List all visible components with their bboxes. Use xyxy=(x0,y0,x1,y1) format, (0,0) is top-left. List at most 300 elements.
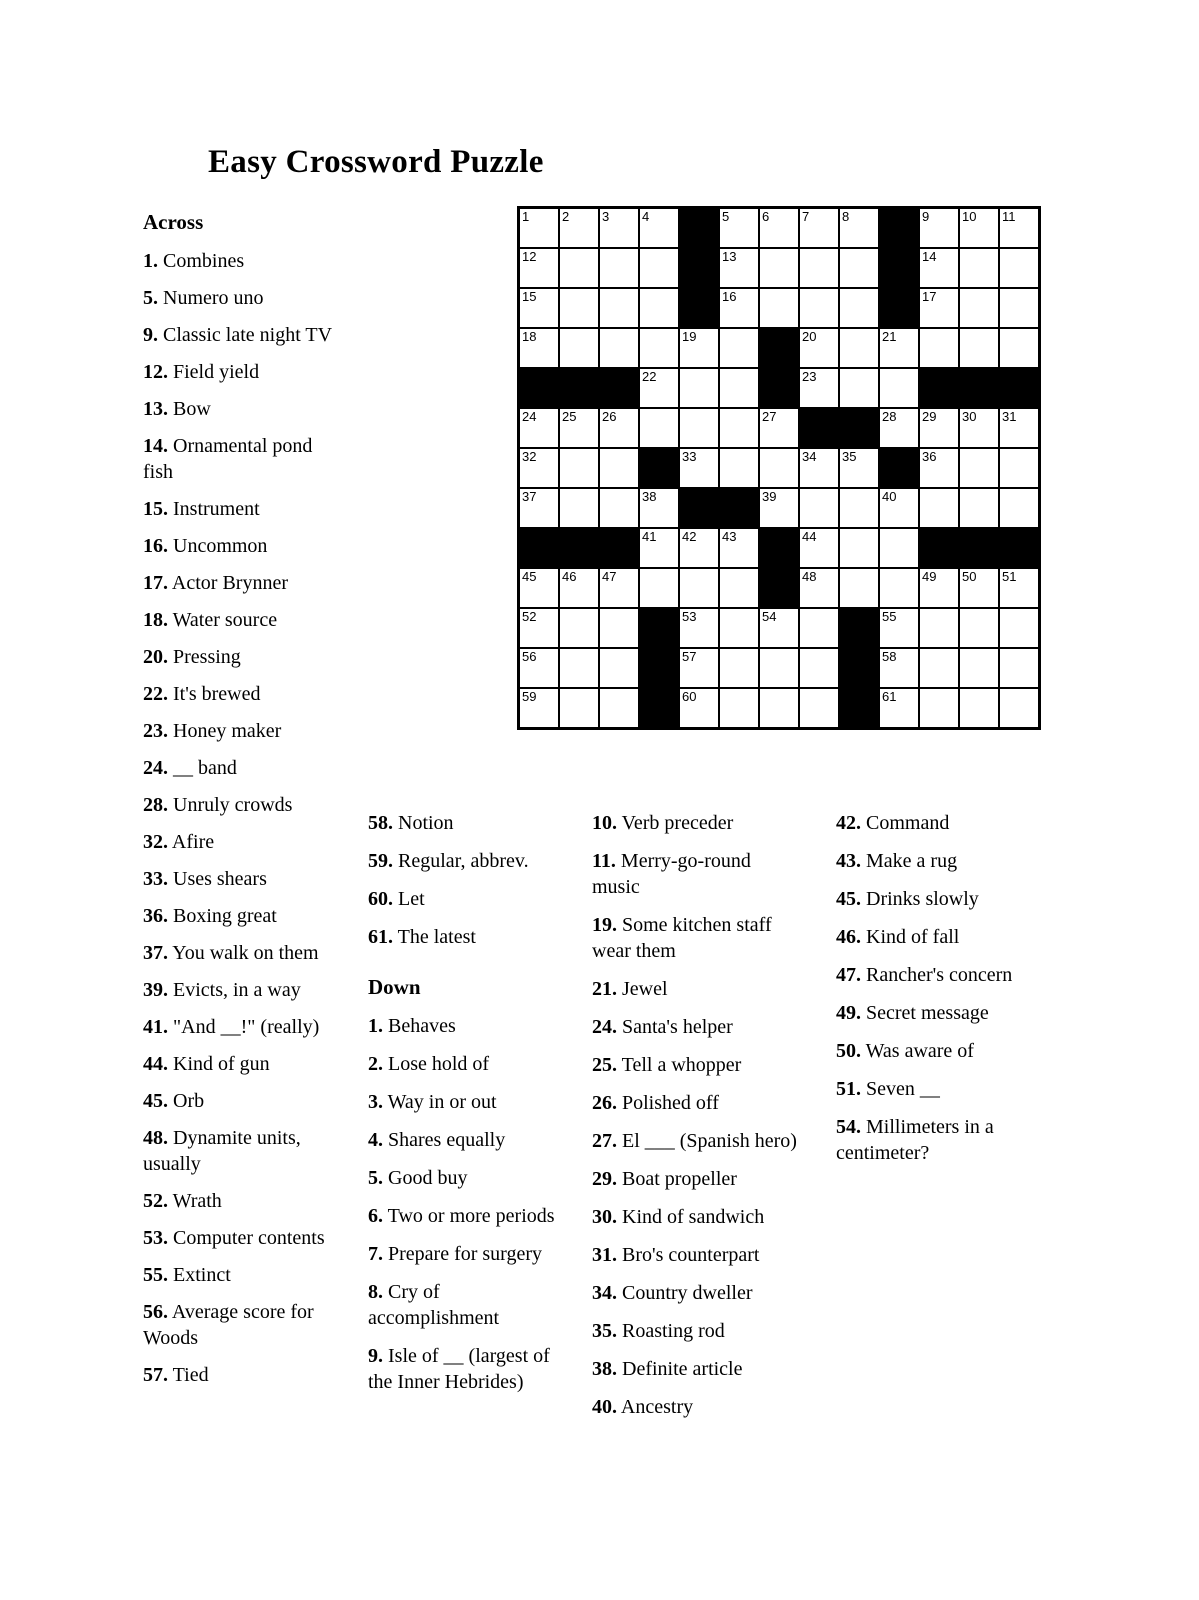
grid-cell-r7c6[interactable] xyxy=(720,449,758,487)
clue-down-26 xyxy=(592,1090,800,1116)
clue-text: Prepare for surgery xyxy=(388,1243,543,1265)
cell-number: 2 xyxy=(562,209,570,224)
grid-cell-r1c3[interactable] xyxy=(600,209,638,247)
clue-number: 21. xyxy=(592,978,617,1000)
grid-cell-r12c7[interactable] xyxy=(760,649,798,687)
clue-number: 26. xyxy=(592,1092,617,1114)
cell-number: 17 xyxy=(922,289,937,304)
clue-number: 57. xyxy=(143,1364,168,1386)
clue-text: Afire xyxy=(171,831,215,853)
grid-cell-r4c13[interactable] xyxy=(1000,329,1038,367)
grid-cell-r1c8[interactable] xyxy=(800,209,838,247)
grid-cell-r6c12[interactable] xyxy=(960,409,998,447)
clue-text: Rancher's concern xyxy=(866,964,1013,986)
grid-cell-r3c9[interactable] xyxy=(840,289,878,327)
clue-text: Some kitchen staff wear them xyxy=(592,914,772,962)
cell-number: 51 xyxy=(1002,569,1017,584)
clue-number: 59. xyxy=(368,850,393,872)
grid-cell-r11c4 xyxy=(640,609,678,647)
grid-cell-r11c1[interactable] xyxy=(520,609,558,647)
grid-cell-r1c6[interactable] xyxy=(720,209,758,247)
cell-number: 58 xyxy=(882,649,897,664)
grid-cell-r10c6[interactable] xyxy=(720,569,758,607)
clue-down-3 xyxy=(368,1089,564,1115)
grid-cell-r2c11[interactable] xyxy=(920,249,958,287)
cell-number: 15 xyxy=(522,289,537,304)
grid-cell-r6c11[interactable] xyxy=(920,409,958,447)
clue-number: 16. xyxy=(143,535,168,557)
clue-across-56 xyxy=(143,1299,339,1351)
clue-text: Merry-go-round music xyxy=(592,850,751,898)
grid-cell-r10c11[interactable] xyxy=(920,569,958,607)
cell-number: 60 xyxy=(682,689,697,704)
grid-cell-r9c9[interactable] xyxy=(840,529,878,567)
grid-cell-r11c2[interactable] xyxy=(560,609,598,647)
clue-number: 17. xyxy=(143,572,168,594)
clue-number: 22. xyxy=(143,683,168,705)
clue-text: Average score for Woods xyxy=(143,1301,314,1349)
grid-cell-r1c4[interactable] xyxy=(640,209,678,247)
grid-cell-r13c9 xyxy=(840,689,878,727)
grid-cell-r6c4[interactable] xyxy=(640,409,678,447)
clue-number: 5. xyxy=(368,1167,383,1189)
grid-cell-r4c9[interactable] xyxy=(840,329,878,367)
clue-text: Dynamite units, usually xyxy=(143,1127,301,1175)
clue-number: 29. xyxy=(592,1168,617,1190)
section-header-across: Across xyxy=(143,210,204,234)
clue-text: Kind of sandwich xyxy=(622,1206,765,1228)
grid-cell-r12c4 xyxy=(640,649,678,687)
clue-text: Water source xyxy=(172,609,278,631)
grid-cell-r4c11[interactable] xyxy=(920,329,958,367)
grid-cell-r3c5 xyxy=(680,289,718,327)
grid-cell-r6c2[interactable] xyxy=(560,409,598,447)
grid-cell-r1c12[interactable] xyxy=(960,209,998,247)
grid-cell-r10c12[interactable] xyxy=(960,569,998,607)
clue-text: Bow xyxy=(173,398,211,420)
clue-number: 54. xyxy=(836,1116,861,1138)
grid-cell-r13c8[interactable] xyxy=(800,689,838,727)
grid-cell-r12c2[interactable] xyxy=(560,649,598,687)
clue-down-47 xyxy=(836,962,1042,988)
grid-cell-r1c1[interactable] xyxy=(520,209,558,247)
clue-number: 20. xyxy=(143,646,168,668)
clue-down-51 xyxy=(836,1076,1042,1102)
grid-cell-r3c6[interactable] xyxy=(720,289,758,327)
grid-cell-r10c13[interactable] xyxy=(1000,569,1038,607)
clue-across-24 xyxy=(143,755,339,781)
grid-cell-r5c6[interactable] xyxy=(720,369,758,407)
grid-cell-r8c2[interactable] xyxy=(560,489,598,527)
clue-text: You walk on them xyxy=(172,942,319,964)
grid-cell-r8c3[interactable] xyxy=(600,489,638,527)
clue-down-50 xyxy=(836,1038,1042,1064)
grid-cell-r5c8[interactable] xyxy=(800,369,838,407)
grid-cell-r7c9[interactable] xyxy=(840,449,878,487)
clue-across-44 xyxy=(143,1051,339,1077)
clue-text: Jewel xyxy=(622,978,668,1000)
cell-number: 42 xyxy=(682,529,697,544)
cell-number: 24 xyxy=(522,409,537,424)
grid-cell-r8c13[interactable] xyxy=(1000,489,1038,527)
grid-cell-r12c8[interactable] xyxy=(800,649,838,687)
cell-number: 29 xyxy=(922,409,937,424)
grid-cell-r4c2[interactable] xyxy=(560,329,598,367)
clue-text: Actor Brynner xyxy=(171,572,288,594)
cell-number: 10 xyxy=(962,209,977,224)
cell-number: 14 xyxy=(922,249,937,264)
grid-cell-r7c12[interactable] xyxy=(960,449,998,487)
clue-number: 9. xyxy=(143,324,158,346)
clue-column-2 xyxy=(368,810,564,1407)
grid-cell-r13c2[interactable] xyxy=(560,689,598,727)
grid-cell-r13c12[interactable] xyxy=(960,689,998,727)
cell-number: 38 xyxy=(642,489,657,504)
clue-across-15 xyxy=(143,496,339,522)
grid-cell-r3c2[interactable] xyxy=(560,289,598,327)
grid-cell-r11c6[interactable] xyxy=(720,609,758,647)
clue-text: Verb preceder xyxy=(621,812,734,834)
grid-cell-r8c6 xyxy=(720,489,758,527)
grid-cell-r7c3[interactable] xyxy=(600,449,638,487)
clue-down-29 xyxy=(592,1166,800,1192)
grid-cell-r3c1[interactable] xyxy=(520,289,558,327)
clue-across-48 xyxy=(143,1125,339,1177)
grid-cell-r6c7[interactable] xyxy=(760,409,798,447)
clue-text: Definite article xyxy=(622,1358,743,1380)
cell-number: 40 xyxy=(882,489,897,504)
grid-cell-r6c9 xyxy=(840,409,878,447)
clue-number: 31. xyxy=(592,1244,617,1266)
grid-cell-r12c10[interactable] xyxy=(880,649,918,687)
cell-number: 8 xyxy=(842,209,850,224)
clue-across-36 xyxy=(143,903,339,929)
clue-number: 52. xyxy=(143,1190,168,1212)
grid-cell-r9c5[interactable] xyxy=(680,529,718,567)
cell-number: 33 xyxy=(682,449,697,464)
clue-down-2 xyxy=(368,1051,564,1077)
grid-cell-r7c11[interactable] xyxy=(920,449,958,487)
cell-number: 37 xyxy=(522,489,537,504)
grid-cell-r10c1[interactable] xyxy=(520,569,558,607)
clue-across-61 xyxy=(368,924,564,950)
grid-cell-r3c8[interactable] xyxy=(800,289,838,327)
cell-number: 50 xyxy=(962,569,977,584)
grid-cell-r9c8[interactable] xyxy=(800,529,838,567)
clue-text: Cry of accomplishment xyxy=(368,1281,500,1329)
clue-across-32 xyxy=(143,829,339,855)
grid-cell-r10c10[interactable] xyxy=(880,569,918,607)
clue-text: It's brewed xyxy=(173,683,261,705)
clue-number: 23. xyxy=(143,720,168,742)
clue-text: Uncommon xyxy=(173,535,268,557)
clue-text: Instrument xyxy=(173,498,260,520)
clue-across-28 xyxy=(143,792,339,818)
grid-cell-r5c5[interactable] xyxy=(680,369,718,407)
grid-cell-r11c8[interactable] xyxy=(800,609,838,647)
grid-cell-r5c2 xyxy=(560,369,598,407)
grid-cell-r4c1[interactable] xyxy=(520,329,558,367)
grid-cell-r12c1[interactable] xyxy=(520,649,558,687)
grid-cell-r10c7 xyxy=(760,569,798,607)
clue-down-6 xyxy=(368,1203,564,1229)
grid-cell-r10c3[interactable] xyxy=(600,569,638,607)
clue-column-3 xyxy=(592,810,800,1432)
cell-number: 28 xyxy=(882,409,897,424)
grid-cell-r9c1 xyxy=(520,529,558,567)
grid-cell-r9c4[interactable] xyxy=(640,529,678,567)
grid-cell-r7c2[interactable] xyxy=(560,449,598,487)
grid-cell-r6c6[interactable] xyxy=(720,409,758,447)
grid-cell-r4c4[interactable] xyxy=(640,329,678,367)
grid-cell-r8c11[interactable] xyxy=(920,489,958,527)
clue-down-30 xyxy=(592,1204,800,1230)
grid-cell-r13c7[interactable] xyxy=(760,689,798,727)
clue-number: 43. xyxy=(836,850,861,872)
clue-number: 45. xyxy=(836,888,861,910)
clue-number: 50. xyxy=(836,1040,861,1062)
grid-cell-r5c9[interactable] xyxy=(840,369,878,407)
grid-cell-r8c8[interactable] xyxy=(800,489,838,527)
grid-cell-r3c10 xyxy=(880,289,918,327)
clue-text: Boxing great xyxy=(173,905,277,927)
grid-cell-r6c5[interactable] xyxy=(680,409,718,447)
grid-cell-r2c4[interactable] xyxy=(640,249,678,287)
cell-number: 56 xyxy=(522,649,537,664)
grid-cell-r6c1[interactable] xyxy=(520,409,558,447)
clue-down-42 xyxy=(836,810,1042,836)
clue-text: Shares equally xyxy=(388,1129,506,1151)
grid-cell-r3c13[interactable] xyxy=(1000,289,1038,327)
grid-cell-r4c10[interactable] xyxy=(880,329,918,367)
clue-down-40 xyxy=(592,1394,800,1420)
grid-cell-r6c3[interactable] xyxy=(600,409,638,447)
clue-across-41 xyxy=(143,1014,339,1040)
clue-number: 55. xyxy=(143,1264,168,1286)
grid-cell-r1c13[interactable] xyxy=(1000,209,1038,247)
clue-down-8 xyxy=(368,1279,564,1331)
grid-cell-r10c8[interactable] xyxy=(800,569,838,607)
grid-cell-r4c8[interactable] xyxy=(800,329,838,367)
grid-cell-r2c5 xyxy=(680,249,718,287)
grid-cell-r3c7[interactable] xyxy=(760,289,798,327)
clue-number: 5. xyxy=(143,287,158,309)
grid-cell-r10c4[interactable] xyxy=(640,569,678,607)
grid-cell-r5c11 xyxy=(920,369,958,407)
clue-number: 44. xyxy=(143,1053,168,1075)
clue-across-37 xyxy=(143,940,339,966)
grid-cell-r9c12 xyxy=(960,529,998,567)
grid-cell-r7c5[interactable] xyxy=(680,449,718,487)
clue-number: 38. xyxy=(592,1358,617,1380)
grid-cell-r7c1[interactable] xyxy=(520,449,558,487)
grid-cell-r13c13[interactable] xyxy=(1000,689,1038,727)
grid-cell-r2c3[interactable] xyxy=(600,249,638,287)
grid-cell-r2c6[interactable] xyxy=(720,249,758,287)
clue-across-55 xyxy=(143,1262,339,1288)
grid-cell-r2c12[interactable] xyxy=(960,249,998,287)
clue-text: Seven __ xyxy=(866,1078,940,1100)
clue-text: Notion xyxy=(398,812,454,834)
grid-cell-r3c3[interactable] xyxy=(600,289,638,327)
clue-text: Pressing xyxy=(173,646,241,668)
grid-cell-r10c9[interactable] xyxy=(840,569,878,607)
grid-cell-r8c10[interactable] xyxy=(880,489,918,527)
grid-cell-r2c8[interactable] xyxy=(800,249,838,287)
clue-number: 13. xyxy=(143,398,168,420)
grid-cell-r1c7[interactable] xyxy=(760,209,798,247)
clue-text: The latest xyxy=(397,926,476,948)
clue-down-9 xyxy=(368,1343,564,1395)
grid-cell-r11c5[interactable] xyxy=(680,609,718,647)
grid-cell-r8c7[interactable] xyxy=(760,489,798,527)
clue-down-54 xyxy=(836,1114,1042,1166)
clue-number: 18. xyxy=(143,609,168,631)
clue-number: 25. xyxy=(592,1054,617,1076)
clue-across-58 xyxy=(368,810,564,836)
clue-text: __ band xyxy=(173,757,237,779)
cell-number: 32 xyxy=(522,449,537,464)
grid-cell-r9c6[interactable] xyxy=(720,529,758,567)
cell-number: 35 xyxy=(842,449,857,464)
clue-text: Tied xyxy=(172,1364,209,1386)
grid-cell-r13c5[interactable] xyxy=(680,689,718,727)
grid-cell-r8c4[interactable] xyxy=(640,489,678,527)
clue-across-33 xyxy=(143,866,339,892)
clue-number: 46. xyxy=(836,926,861,948)
grid-cell-r11c13[interactable] xyxy=(1000,609,1038,647)
grid-cell-r3c11[interactable] xyxy=(920,289,958,327)
clue-down-49 xyxy=(836,1000,1042,1026)
grid-cell-r11c10[interactable] xyxy=(880,609,918,647)
clue-text: Orb xyxy=(173,1090,205,1112)
grid-cell-r2c1[interactable] xyxy=(520,249,558,287)
grid-cell-r5c12 xyxy=(960,369,998,407)
clue-across-16 xyxy=(143,533,339,559)
grid-cell-r2c2[interactable] xyxy=(560,249,598,287)
grid-cell-r3c12[interactable] xyxy=(960,289,998,327)
clue-text: Roasting rod xyxy=(622,1320,725,1342)
grid-cell-r12c3[interactable] xyxy=(600,649,638,687)
grid-cell-r6c10[interactable] xyxy=(880,409,918,447)
grid-cell-r8c9[interactable] xyxy=(840,489,878,527)
clue-text: Evicts, in a way xyxy=(173,979,301,1001)
cell-number: 27 xyxy=(762,409,777,424)
grid-cell-r2c13[interactable] xyxy=(1000,249,1038,287)
grid-cell-r10c2[interactable] xyxy=(560,569,598,607)
clue-number: 2. xyxy=(368,1053,383,1075)
cell-number: 55 xyxy=(882,609,897,624)
grid-cell-r8c1[interactable] xyxy=(520,489,558,527)
grid-cell-r5c10[interactable] xyxy=(880,369,918,407)
grid-cell-r12c6[interactable] xyxy=(720,649,758,687)
clue-text: Millimeters in a centimeter? xyxy=(836,1116,994,1164)
cell-number: 57 xyxy=(682,649,697,664)
grid-cell-r4c5[interactable] xyxy=(680,329,718,367)
cell-number: 31 xyxy=(1002,409,1017,424)
grid-cell-r12c5[interactable] xyxy=(680,649,718,687)
clue-number: 58. xyxy=(368,812,393,834)
cell-number: 53 xyxy=(682,609,697,624)
grid-cell-r13c6[interactable] xyxy=(720,689,758,727)
grid-cell-r11c11[interactable] xyxy=(920,609,958,647)
grid-cell-r10c5[interactable] xyxy=(680,569,718,607)
grid-cell-r4c6[interactable] xyxy=(720,329,758,367)
clue-text: Computer contents xyxy=(173,1227,325,1249)
clue-number: 1. xyxy=(368,1015,383,1037)
clue-number: 39. xyxy=(143,979,168,1001)
clue-number: 3. xyxy=(368,1091,383,1113)
clue-text: Polished off xyxy=(622,1092,719,1114)
grid-cell-r7c7[interactable] xyxy=(760,449,798,487)
cell-number: 36 xyxy=(922,449,937,464)
grid-cell-r13c11[interactable] xyxy=(920,689,958,727)
clue-text: Behaves xyxy=(388,1015,456,1037)
grid-cell-r6c13[interactable] xyxy=(1000,409,1038,447)
clue-across-14 xyxy=(143,433,339,485)
cell-number: 18 xyxy=(522,329,537,344)
cell-number: 22 xyxy=(642,369,657,384)
grid-cell-r12c12[interactable] xyxy=(960,649,998,687)
grid-cell-r1c11[interactable] xyxy=(920,209,958,247)
clue-across-18 xyxy=(143,607,339,633)
grid-cell-r7c4 xyxy=(640,449,678,487)
grid-cell-r7c8[interactable] xyxy=(800,449,838,487)
grid-cell-r5c4[interactable] xyxy=(640,369,678,407)
grid-cell-r1c2[interactable] xyxy=(560,209,598,247)
cell-number: 30 xyxy=(962,409,977,424)
grid-cell-r2c7[interactable] xyxy=(760,249,798,287)
grid-cell-r13c1[interactable] xyxy=(520,689,558,727)
cell-number: 4 xyxy=(642,209,650,224)
clue-number: 11. xyxy=(592,850,616,872)
clue-number: 24. xyxy=(592,1016,617,1038)
clue-column-1 xyxy=(143,209,339,1399)
clue-text: Isle of __ (largest of the Inner Hebrides) xyxy=(368,1345,550,1393)
grid-cell-r12c11[interactable] xyxy=(920,649,958,687)
cell-number: 20 xyxy=(802,329,817,344)
clue-down-27 xyxy=(592,1128,800,1154)
grid-cell-r7c13[interactable] xyxy=(1000,449,1038,487)
clue-number: 47. xyxy=(836,964,861,986)
clue-text: Santa's helper xyxy=(622,1016,733,1038)
cell-number: 61 xyxy=(882,689,897,704)
grid-cell-r3c4[interactable] xyxy=(640,289,678,327)
clue-down-1 xyxy=(368,1013,564,1039)
grid-cell-r1c9[interactable] xyxy=(840,209,878,247)
grid-cell-r2c9[interactable] xyxy=(840,249,878,287)
clue-text: Command xyxy=(866,812,950,834)
grid-cell-r12c13[interactable] xyxy=(1000,649,1038,687)
grid-cell-r9c10[interactable] xyxy=(880,529,918,567)
grid-cell-r13c3[interactable] xyxy=(600,689,638,727)
grid-cell-r11c7[interactable] xyxy=(760,609,798,647)
cell-number: 44 xyxy=(802,529,817,544)
grid-cell-r11c12[interactable] xyxy=(960,609,998,647)
cell-number: 52 xyxy=(522,609,537,624)
grid-cell-r4c12[interactable] xyxy=(960,329,998,367)
clue-down-11 xyxy=(592,848,800,900)
clue-across-22 xyxy=(143,681,339,707)
grid-cell-r8c12[interactable] xyxy=(960,489,998,527)
clue-number: 49. xyxy=(836,1002,861,1024)
grid-cell-r4c3[interactable] xyxy=(600,329,638,367)
section-header-down: Down xyxy=(368,975,421,999)
clue-number: 56. xyxy=(143,1301,168,1323)
grid-cell-r13c10[interactable] xyxy=(880,689,918,727)
clue-across-57 xyxy=(143,1362,339,1388)
grid-cell-r11c3[interactable] xyxy=(600,609,638,647)
